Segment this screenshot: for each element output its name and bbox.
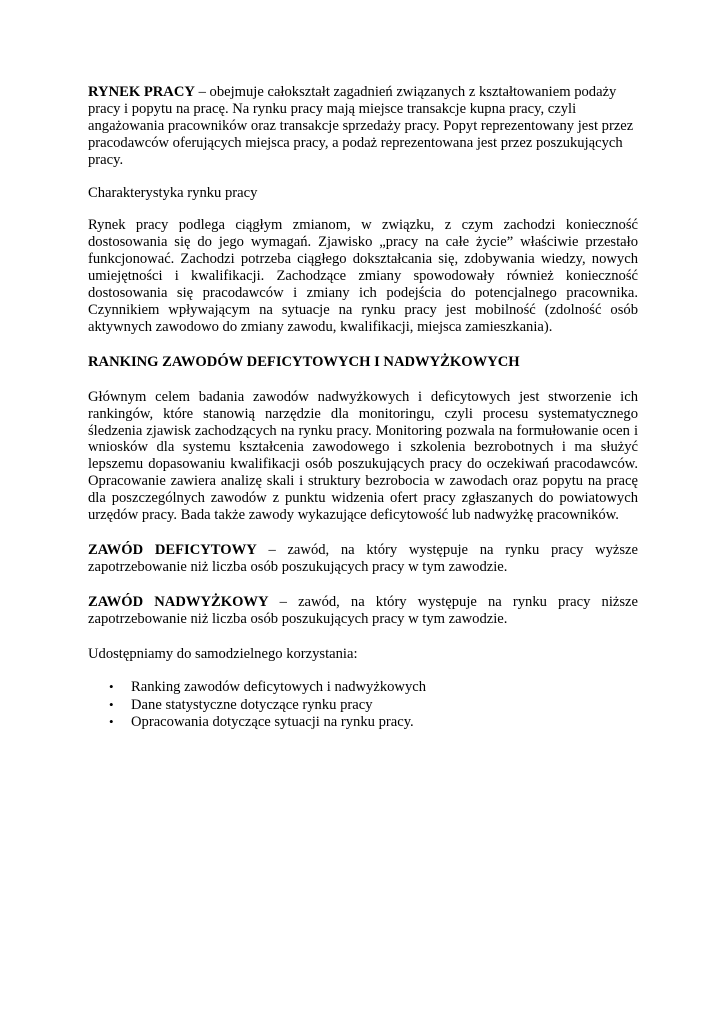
bullet-icon: • <box>109 696 114 712</box>
list-item <box>88 697 638 715</box>
list-item-label: Ranking zawodów deficytowych i nadwyżkowych <box>131 679 427 696</box>
surplus-definition <box>88 594 638 628</box>
deficit-term: ZAWÓD DEFICYTOWY <box>88 541 257 558</box>
ranking-paragraph: Głównym celem badania zawodów nadwyżkowych i deficytowych jest stworzenie ich rankingów, które stanowią narzędzie dla monitoringu, czyli procesu systematycznego śledzenia zjawisk zachodzących na rynku pracy. Monitoring pozwala na formułowanie ocen i wniosków dla systemu kształcenia zawodowego i szkolenia bezrobotnych i ma służyć lepszemu dopasowaniu kwalifikacji osób poszukujących pracy do oczekiwań pracodawców. Opracowanie zawiera analizę skali i struktury bezrobocia w zawodach oraz popytu na pracę dla poszczególnych zawodów z punktu widzenia ofert pracy zgłaszanych do powiatowych urzędów pracy. Bada także zawody wykazujące deficytowość lub nadwyżkę pracowników. <box>88 388 638 524</box>
surplus-text: – zawód, na który występuje na rynku pracy niższe zapotrzebowanie niż liczba osób poszukujących pracy w tym zawodzie. <box>88 593 638 627</box>
characteristics-paragraph: Rynek pracy podlega ciągłym zmianom, w związku, z czym zachodzi konieczność dostosowania się do jego wymagań. Zjawisko „pracy na całe życie” właściwie przestało funkcjonować. Zachodzi potrzeba ciągłego dokształcania się, zdobywania wiedzy, nowych umiejętności i kwalifikacji. Zachodzące zmiany spowodowały również konieczność dostosowania się pracodawców i zmiany ich podejścia do potencjalnego pracownika. Czynnikiem wpływającym na sytuacje na rynku pracy jest mobilność (zdolność osób aktywnych zawodowo do zmiany zawodu, kwalifikacji, miejsca zamieszkania). <box>88 217 638 335</box>
surplus-term: ZAWÓD NADWYŻKOWY <box>88 593 269 610</box>
ranking-heading: RANKING ZAWODÓW DEFICYTOWYCH I NADWYŻKOWYCH <box>88 353 520 370</box>
intro-text: – obejmuje całokształt zagadnień związanych z kształtowaniem podaży pracy i popytu na pracę. Na rynku pracy mają miejsce transakcje kupna pracy, czyli angażowania pracowników oraz transakcje sprzedaży pracy. Popyt reprezentowany jest przez pracodawców oferujących miejsca pracy, a podaż reprezentowana jest przez poszukujących pracy. <box>88 84 634 168</box>
intro-term: RYNEK PRACY <box>88 84 195 100</box>
list-item <box>88 714 638 732</box>
intro-paragraph <box>88 84 638 169</box>
deficit-definition <box>88 542 638 576</box>
list-item <box>88 679 638 697</box>
characteristics-title: Charakterystyka rynku pracy <box>88 184 258 201</box>
deficit-text: – zawód, na który występuje na rynku pracy wyższe zapotrzebowanie niż liczba osób poszukujących pracy w tym zawodzie. <box>88 541 638 575</box>
resources-list <box>88 679 638 732</box>
bullet-icon: • <box>109 679 114 695</box>
resources-intro: Udostępniamy do samodzielnego korzystania: <box>88 645 358 662</box>
list-item-label: Dane statystyczne dotyczące rynku pracy <box>131 696 373 713</box>
document-body <box>88 84 638 732</box>
list-item-label: Opracowania dotyczące sytuacji na rynku pracy. <box>131 714 414 731</box>
bullet-icon: • <box>109 714 114 730</box>
